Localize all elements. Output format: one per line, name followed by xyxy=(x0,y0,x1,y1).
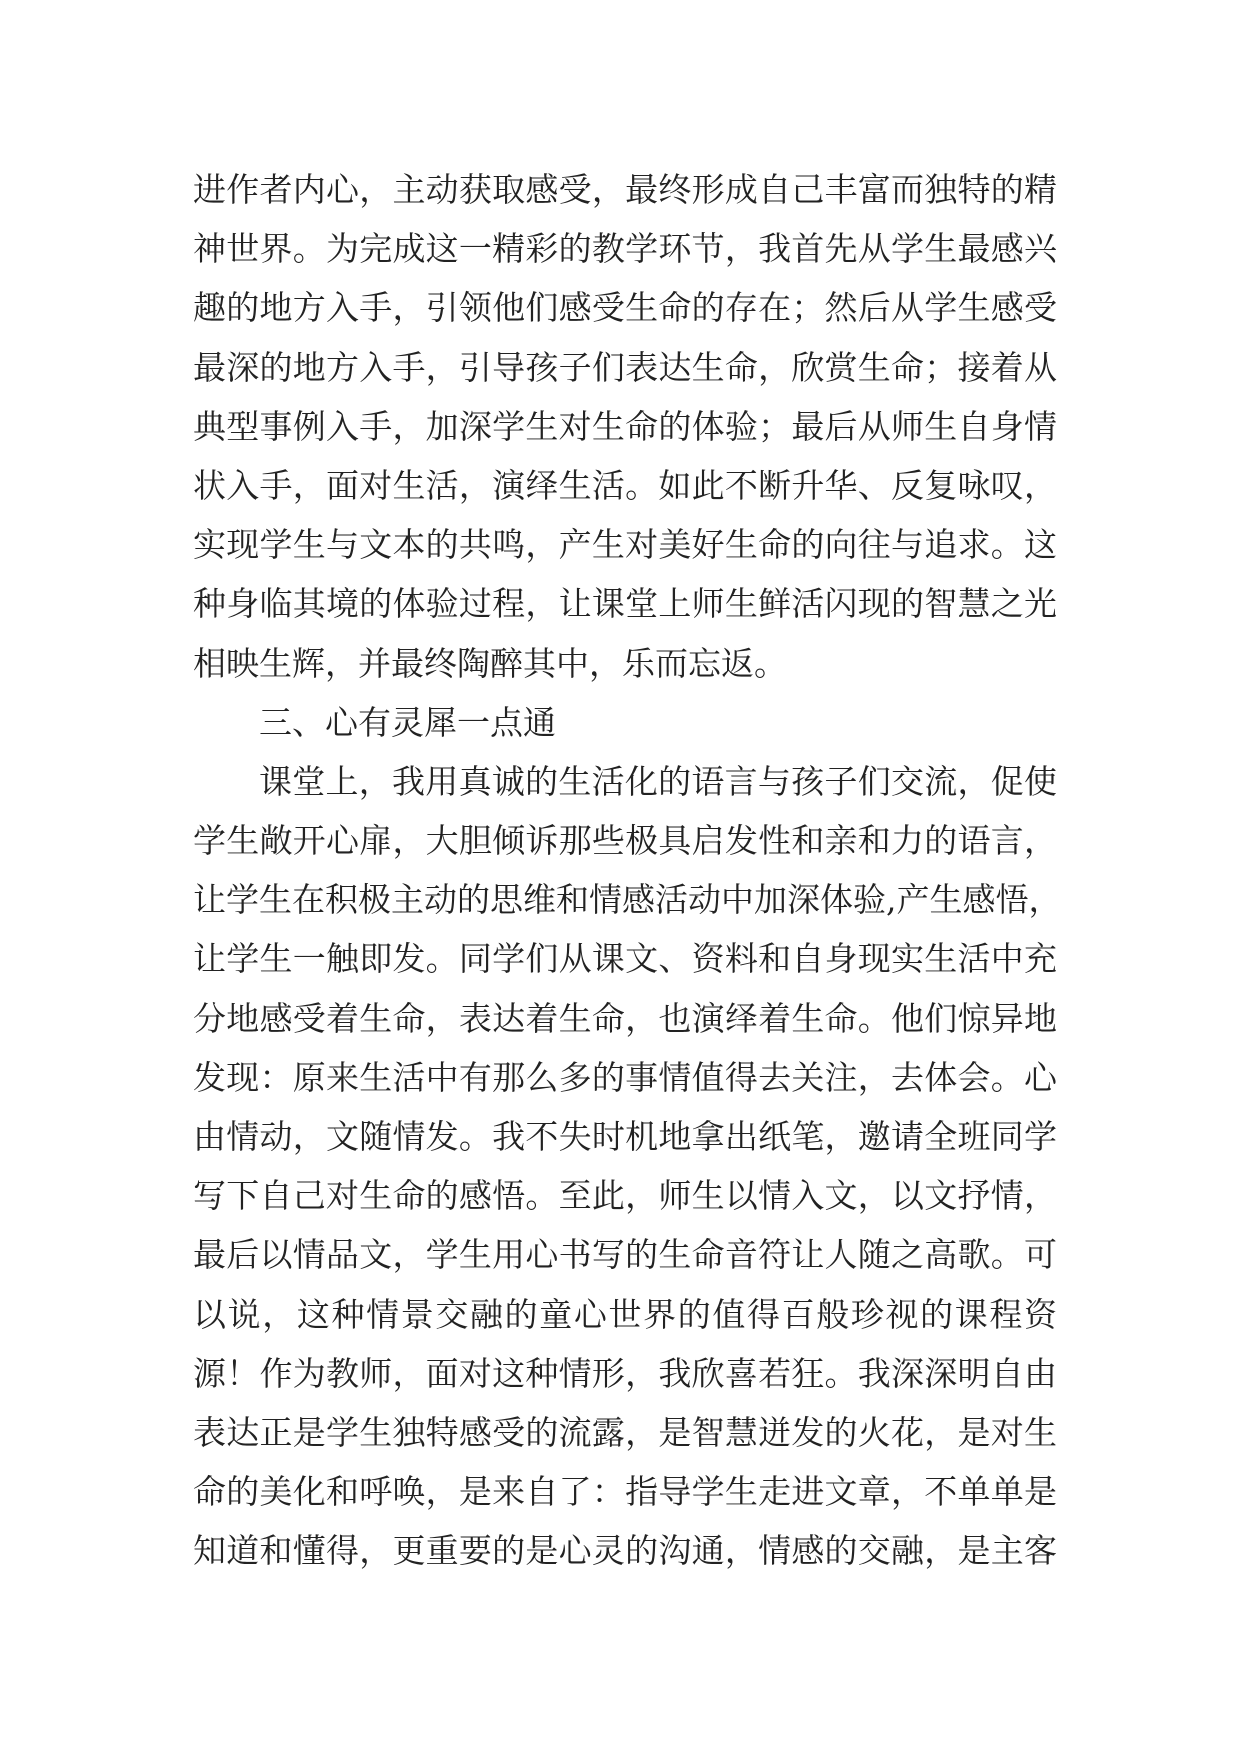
text-line: 课堂上，我用真诚的生活化的语言与孩子们交流，促使 xyxy=(259,761,1057,801)
text-line: 让学生一触即发。同学们从课文、资料和自身现实生活中充 xyxy=(193,939,1057,979)
text-line: 最后以情品文，学生用心书写的生命音符让人随之高歌。可 xyxy=(193,1235,1057,1275)
text-line: 实现学生与文本的共鸣，产生对美好生命的向往与追求。这 xyxy=(193,525,1057,565)
text-line: 表达正是学生独特感受的流露，是智慧迸发的火花，是对生 xyxy=(193,1412,1057,1452)
text-line: 典型事例入手，加深学生对生命的体验；最后从师生自身情 xyxy=(193,406,1057,446)
text-line: 知道和懂得，更重要的是心灵的沟通，情感的交融，是主客 xyxy=(193,1531,1057,1571)
paragraph-2 xyxy=(193,752,1062,1581)
text-line: 分地感受着生命，表达着生命，也演绎着生命。他们惊异地 xyxy=(193,998,1057,1038)
text-line: 趣的地方入手，引领他们感受生命的存在；然后从学生感受 xyxy=(193,288,1057,328)
paragraph-1 xyxy=(193,160,1057,693)
text-line: 最深的地方入手，引导孩子们表达生命，欣赏生命；接着从 xyxy=(193,347,1057,387)
text-line: 写下自己对生命的感悟。至此，师生以情入文，以文抒情， xyxy=(193,1176,1057,1216)
text-line: 发现：原来生活中有那么多的事情值得去关注，去体会。心 xyxy=(193,1057,1057,1097)
text-line: 状入手，面对生活，演绎生活。如此不断升华、反复咏叹， xyxy=(193,465,1057,505)
text-line: 让学生在积极主动的思维和情感活动中加深体验,产生感悟， xyxy=(193,880,1062,920)
text-line: 命的美化和呼唤，是来自了：指导学生走进文章，不单单是 xyxy=(193,1472,1057,1512)
text-line: 神世界。为完成这一精彩的教学环节，我首先从学生最感兴 xyxy=(193,229,1057,269)
text-line: 由情动，文随情发。我不失时机地拿出纸笔，邀请全班同学 xyxy=(193,1117,1057,1156)
text-line: 种身临其境的体验过程，让课堂上师生鲜活闪现的智慧之光 xyxy=(193,584,1057,624)
text-line: 学生敞开心扉，大胆倾诉那些极具启发性和亲和力的语言， xyxy=(193,821,1057,861)
text-line: 相映生辉，并最终陶醉其中，乐而忘返。 xyxy=(193,643,787,683)
section-heading: 三、心有灵犀一点通 xyxy=(259,702,556,742)
text-line: 源！作为教师，面对这种情形，我欣喜若狂。我深深明自由 xyxy=(193,1353,1057,1393)
text-line: 以说，这种情景交融的童心世界的值得百般珍视的课程资 xyxy=(193,1294,1057,1334)
text-line: 进作者内心，主动获取感受，最终形成自己丰富而独特的精 xyxy=(193,170,1057,209)
document-page xyxy=(193,160,1062,1581)
